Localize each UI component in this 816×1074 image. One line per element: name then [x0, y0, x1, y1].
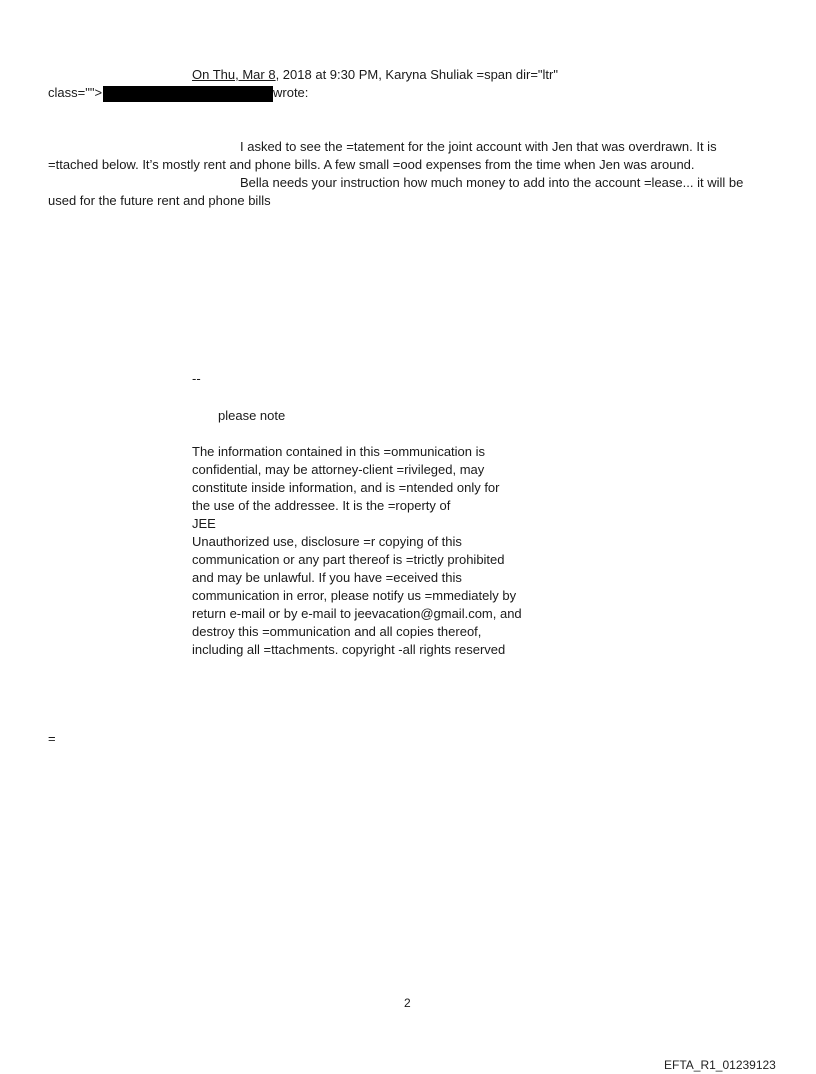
disclaimer-block [192, 443, 522, 659]
reply-header-date: On Thu, Mar 8 [192, 67, 276, 82]
disclaimer-line: the use of the addressee. It is the =roperty of [192, 498, 451, 513]
message-line-4: used for the future rent and phone bills [48, 193, 271, 208]
reply-header-line [192, 66, 558, 84]
disclaimer-line: communication in error, please notify us =mmediately by [192, 588, 517, 603]
message-line-2: =ttached below. It’s mostly rent and phone bills. A few small =ood expenses from the time when Jen was around. [48, 157, 695, 172]
wrote-text [273, 84, 308, 102]
wrote-label: wrote: [273, 85, 309, 100]
document-id: EFTA_R1_01239123 [664, 1058, 776, 1072]
disclaimer-line: including all =ttachments. copyright -all rights reserved [192, 642, 506, 657]
disclaimer-line: The information contained in this =ommunication is [192, 444, 486, 459]
reply-header-rest: , 2018 at 9:30 PM, Karyna Shuliak =span dir="ltr" [275, 67, 558, 82]
disclaimer-line: JEE [192, 516, 216, 531]
please-note: please note [218, 408, 286, 423]
page-number: 2 [404, 996, 411, 1010]
reply-header-class-line [48, 84, 102, 102]
trailing-equals: = [48, 731, 56, 746]
redaction-bar [103, 86, 273, 102]
disclaimer-line: destroy this =ommunication and all copies thereof, [192, 624, 482, 639]
disclaimer-line: constitute inside information, and is =ntended only for [192, 480, 500, 495]
disclaimer-line: and may be unlawful. If you have =eceived this [192, 570, 462, 585]
disclaimer-line: confidential, may be attorney-client =rivileged, may [192, 462, 485, 477]
message-line-3: Bella needs your instruction how much money to add into the account =lease... it will be [240, 175, 744, 190]
disclaimer-line: Unauthorized use, disclosure =r copying of this [192, 534, 462, 549]
disclaimer-line: return e-mail or by e-mail to jeevacation@gmail.com, and [192, 606, 522, 621]
message-line-1: I asked to see the =tatement for the joint account with Jen that was overdrawn. It is [240, 139, 717, 154]
disclaimer-line: communication or any part thereof is =trictly prohibited [192, 552, 505, 567]
class-attr-text: class=""> [48, 85, 103, 100]
signature-dashes: -- [192, 371, 201, 386]
